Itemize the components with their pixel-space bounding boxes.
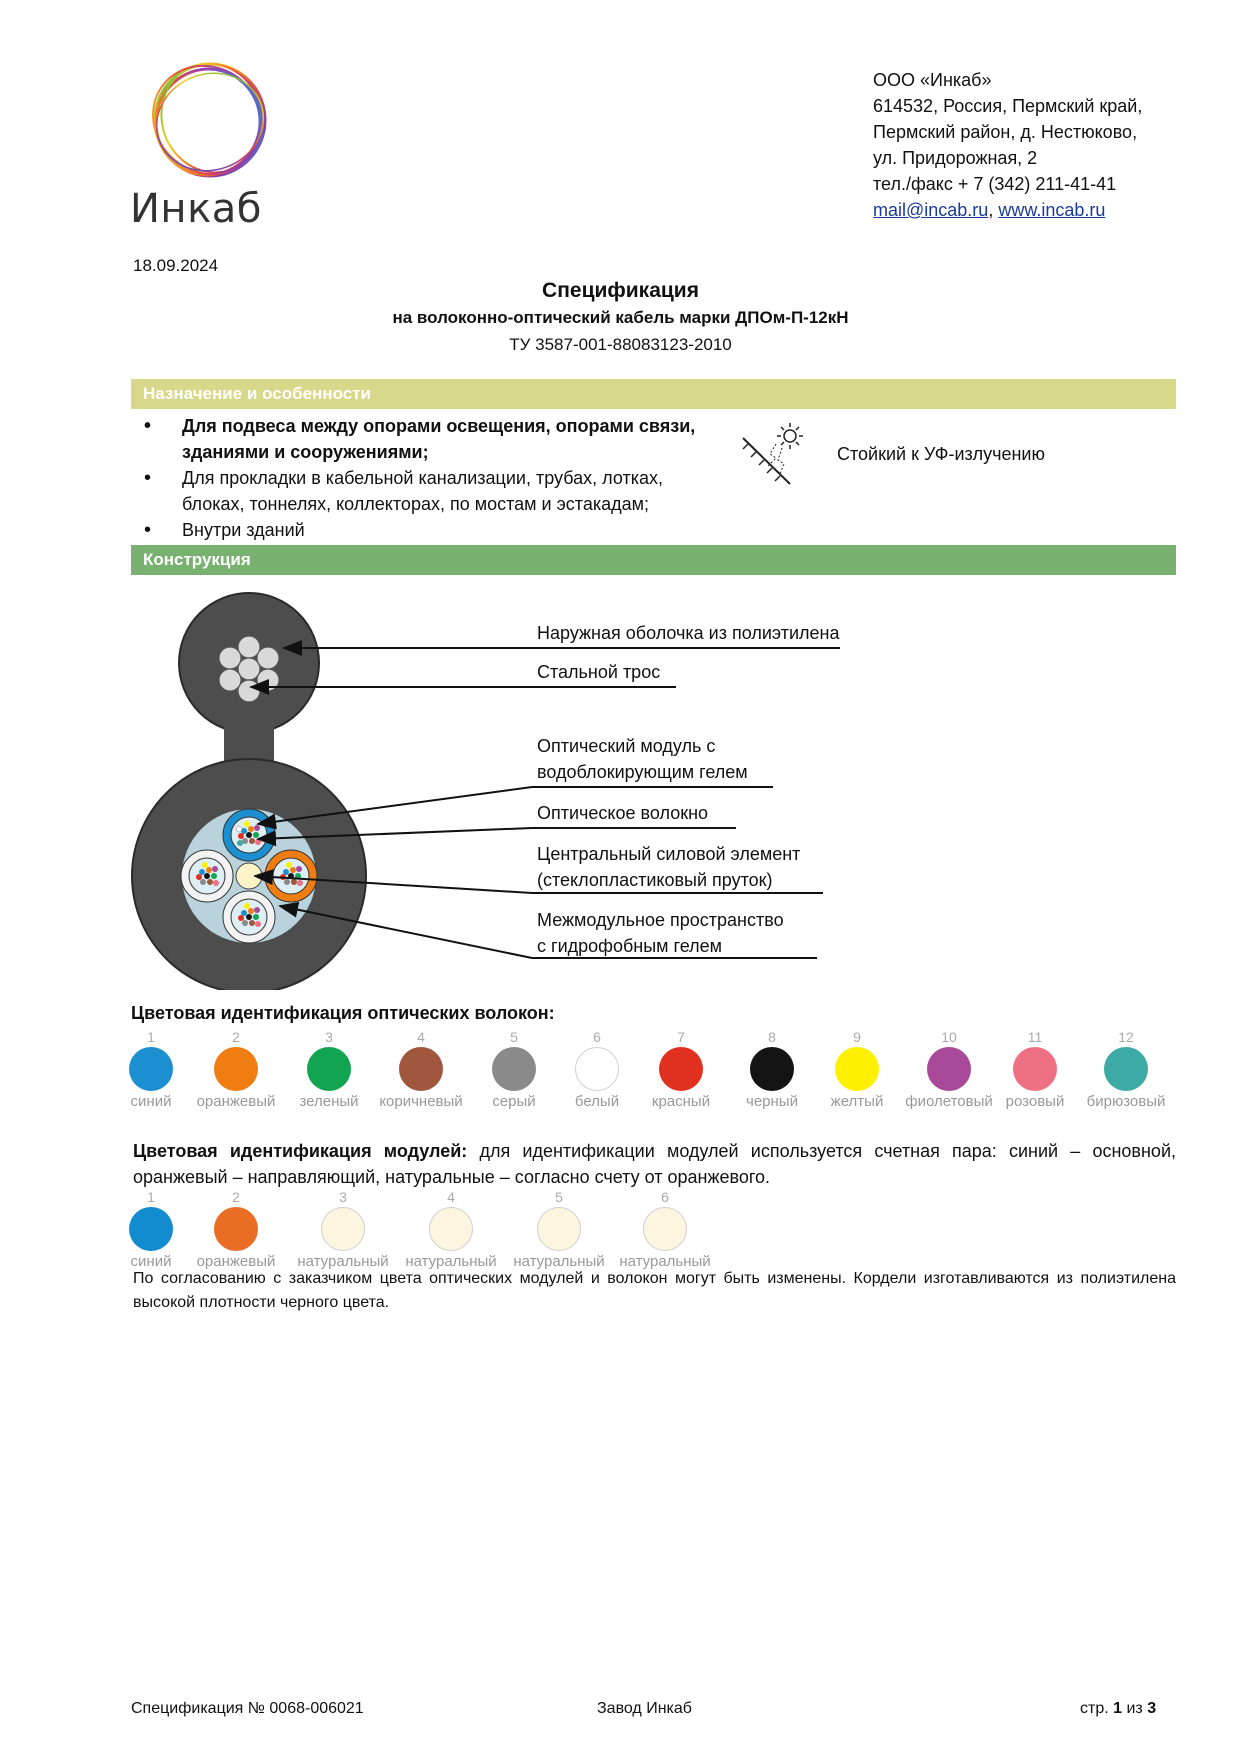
label-steel-strand: Стальной трос — [537, 662, 661, 682]
swatch-label: черный — [746, 1093, 798, 1110]
label-optical-fiber: Оптическое волокно — [537, 803, 709, 823]
color-swatch — [429, 1207, 473, 1251]
color-swatch — [307, 1047, 351, 1091]
purpose-list — [140, 413, 730, 543]
swatch-number: 10 — [941, 1029, 957, 1045]
swatch-label: натуральный — [513, 1253, 605, 1270]
color-swatch — [214, 1207, 258, 1251]
swatch-number: 1 — [147, 1189, 155, 1205]
website-link[interactable]: www.incab.ru — [998, 200, 1106, 220]
section-header-construction: Конструкция — [131, 545, 1176, 575]
swatch-label: красный — [651, 1093, 711, 1110]
color-change-note: По согласованию с заказчиком цвета оптических модулей и волокон могут быть изменены. Кордели изготавливаются из полиэтилена высокой плотности черного цвета. — [133, 1270, 1176, 1311]
swatch-number: 4 — [417, 1029, 425, 1045]
swatch-number: 5 — [555, 1189, 563, 1205]
color-swatch — [1013, 1047, 1057, 1091]
swatch-number: 6 — [593, 1029, 601, 1045]
swatch-label: натуральный — [619, 1253, 711, 1270]
swatch-number: 2 — [232, 1029, 240, 1045]
module-colors-description: для идентификации модулей используется счетная пара: синий – основной, оранжевый – направляющий, натуральные – согласно счету от оранжевого. — [133, 1141, 1176, 1187]
swatch-label: натуральный — [297, 1253, 389, 1270]
swatch-label: натуральный — [405, 1253, 497, 1270]
color-swatch — [927, 1047, 971, 1091]
page-subtitle: на волоконно-оптический кабель марки ДПОм-П-12кН — [392, 308, 849, 327]
swatch-number: 9 — [853, 1029, 861, 1045]
list-item: • Внутри зданий — [140, 517, 730, 543]
module-colors-title: Цветовая идентификация модулей: — [133, 1141, 468, 1161]
color-swatch — [835, 1047, 879, 1091]
section-header-purpose: Назначение и особенности — [131, 379, 1176, 409]
label-outer-sheath: Наружная оболочка из полиэтилена — [537, 623, 840, 643]
footer-spec-number: Спецификация № 0068-006021 — [131, 1700, 364, 1717]
color-swatch — [659, 1047, 703, 1091]
color-swatch — [750, 1047, 794, 1091]
swatch-label: бирюзовый — [1086, 1093, 1166, 1110]
swatch-label: коричневый — [379, 1093, 463, 1110]
uv-resistant-label: Стойкий к УФ-излучению — [837, 444, 1045, 464]
swatch-label: оранжевый — [196, 1093, 276, 1110]
label-interstitial-gel: Межмодульное пространство с гидрофобным гелем — [537, 910, 784, 956]
document-date: 18.09.2024 — [133, 256, 219, 275]
color-swatch — [321, 1207, 365, 1251]
optical-module-blue — [223, 809, 275, 861]
swatch-number: 4 — [447, 1189, 455, 1205]
company-address-line: ул. Придорожная, 2 — [873, 148, 1038, 168]
label-optical-module: Оптический модуль с водоблокирующим гелем — [537, 736, 748, 782]
company-address-line: 614532, Россия, Пермский край, — [873, 96, 1143, 116]
footer-factory: Завод Инкаб — [597, 1700, 692, 1717]
company-phone: тел./факс + 7 (342) 211-41-41 — [873, 174, 1117, 194]
optical-module-natural — [181, 850, 233, 902]
logo-rings-icon — [128, 58, 288, 188]
color-swatch — [537, 1207, 581, 1251]
swatch-number: 7 — [677, 1029, 685, 1045]
swatch-label: белый — [574, 1093, 620, 1110]
swatch-number: 12 — [1118, 1029, 1134, 1045]
color-swatch — [1104, 1047, 1148, 1091]
swatch-label: желтый — [830, 1093, 884, 1110]
swatch-label: фиолетовый — [905, 1093, 993, 1110]
swatch-number: 11 — [1027, 1029, 1043, 1045]
uv-resistant-icon — [740, 418, 810, 490]
email-link[interactable]: mail@incab.ru — [873, 200, 989, 220]
color-swatch — [575, 1047, 619, 1091]
company-contacts — [873, 197, 1142, 223]
company-address-line: Пермский район, д. Нестюково, — [873, 122, 1138, 142]
swatch-label: синий — [130, 1093, 172, 1110]
swatch-number: 8 — [768, 1029, 776, 1045]
label-central-strength-member: Центральный силовой элемент (стеклопластиковый пруток) — [537, 844, 801, 890]
swatch-label: зеленый — [299, 1093, 359, 1110]
fiber-color-swatches — [0, 1025, 1241, 1110]
color-swatch — [214, 1047, 258, 1091]
swatch-label: синий — [130, 1253, 172, 1270]
swatch-number: 2 — [232, 1189, 240, 1205]
fiber-colors-title: Цветовая идентификация оптических волокон: — [131, 1003, 555, 1023]
optical-module-orange — [265, 850, 317, 902]
page-title: Спецификация — [542, 279, 699, 302]
swatch-number: 5 — [510, 1029, 518, 1045]
swatch-label: розовый — [1005, 1093, 1065, 1110]
color-swatch — [643, 1207, 687, 1251]
color-swatch — [492, 1047, 536, 1091]
module-color-swatches — [0, 1185, 1241, 1270]
footer-page-number: стр. 1 из 3 — [1080, 1700, 1157, 1717]
color-swatch — [129, 1047, 173, 1091]
company-name: ООО «Инкаб» — [873, 70, 992, 90]
swatch-number: 6 — [661, 1189, 669, 1205]
logo-text: Инкаб — [130, 186, 262, 232]
standard-number: ТУ 3587-001-88083123-2010 — [509, 335, 732, 354]
swatch-number: 3 — [339, 1189, 347, 1205]
color-swatch — [399, 1047, 443, 1091]
company-info — [873, 67, 1142, 223]
color-swatch — [129, 1207, 173, 1251]
swatch-label: оранжевый — [196, 1253, 276, 1270]
swatch-number: 1 — [147, 1029, 155, 1045]
contacts-separator: , — [988, 200, 999, 220]
swatch-number: 3 — [325, 1029, 333, 1045]
module-colors-paragraph — [133, 1138, 1176, 1190]
logo — [128, 58, 288, 238]
swatch-label: серый — [492, 1093, 536, 1110]
optical-module-natural — [223, 891, 275, 943]
list-item: • Для прокладки в кабельной канализации, трубах, лотках, блоках, тоннелях, коллекторах, по мостам и эстакадам; — [140, 465, 730, 517]
list-item: • Для подвеса между опорами освещения, опорами связи, зданиями и сооружениями; — [140, 413, 730, 465]
